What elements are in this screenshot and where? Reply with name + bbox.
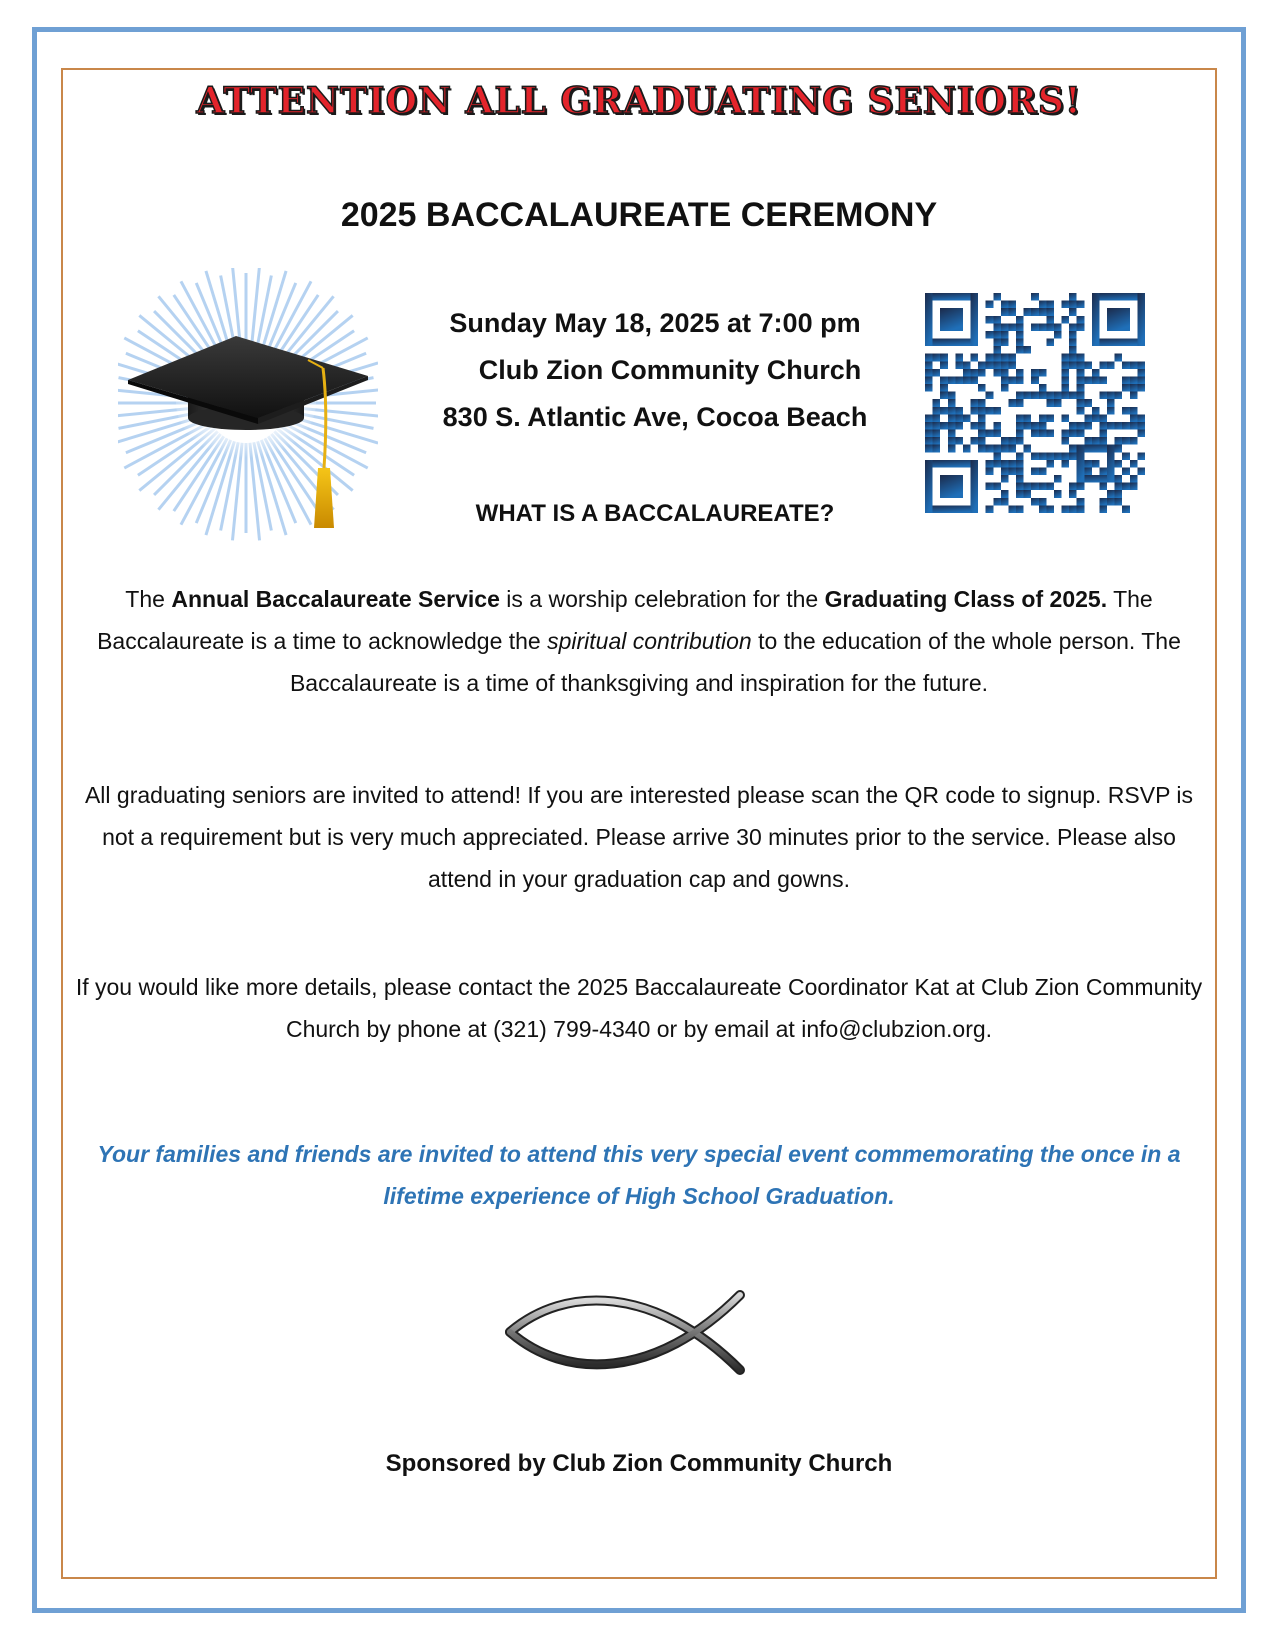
p1-bold-service: Annual Baccalaureate Service <box>171 586 500 612</box>
paragraph-families-invited: Your families and friends are invited to attend this very special event commemorating the once in a lifetime experience of High School Graduation. <box>97 1141 1181 1209</box>
p1-text-3: The Baccalaureate is a time to acknowledge the <box>97 586 1153 654</box>
sponsor-line: Sponsored by Club Zion Community Church <box>385 1450 893 1477</box>
ceremony-title: 2025 BACCALAUREATE CEREMONY <box>340 196 938 234</box>
p1-italic-contribution: spiritual contribution <box>547 628 752 654</box>
event-date-time: Sunday May 18, 2025 at 7:00 pm <box>449 308 861 338</box>
p1-text-2: is a worship celebration for the <box>499 586 825 612</box>
ichthys-fish-icon <box>505 1290 755 1380</box>
event-details <box>390 300 920 441</box>
paragraph-invitation: All graduating seniors are invited to attend! If you are interested please scan the QR code to signup. RSVP is not a requirement but is very much appreciated. Please arrive 30 minutes prior to the service. Please also attend in your graduation cap and gowns. <box>84 782 1194 892</box>
baccalaureate-question-heading: WHAT IS A BACCALAUREATE? <box>475 500 835 527</box>
graduation-cap-icon <box>118 268 378 548</box>
event-address: 830 S. Atlantic Ave, Cocoa Beach <box>442 402 868 432</box>
p1-text-4: to the education of the whole person. The Baccalaureate is a time of thanksgiving and inspiration for the future. <box>289 628 1181 696</box>
attention-banner: ATTENTION ALL GRADUATING SENIORS! <box>196 80 1082 122</box>
qr-code-icon[interactable] <box>925 293 1145 513</box>
paragraph-about-service <box>75 578 1203 704</box>
p1-bold-class: Graduating Class of 2025. <box>824 586 1108 612</box>
event-venue: Club Zion Community Church <box>478 355 862 385</box>
paragraph-contact: If you would like more details, please contact the 2025 Baccalaureate Coordinator Kat at Club Zion Community Church by phone at (321) 799-4340 or by email at info@clubzion.org. <box>75 974 1203 1042</box>
p1-text-1: The <box>125 586 172 612</box>
